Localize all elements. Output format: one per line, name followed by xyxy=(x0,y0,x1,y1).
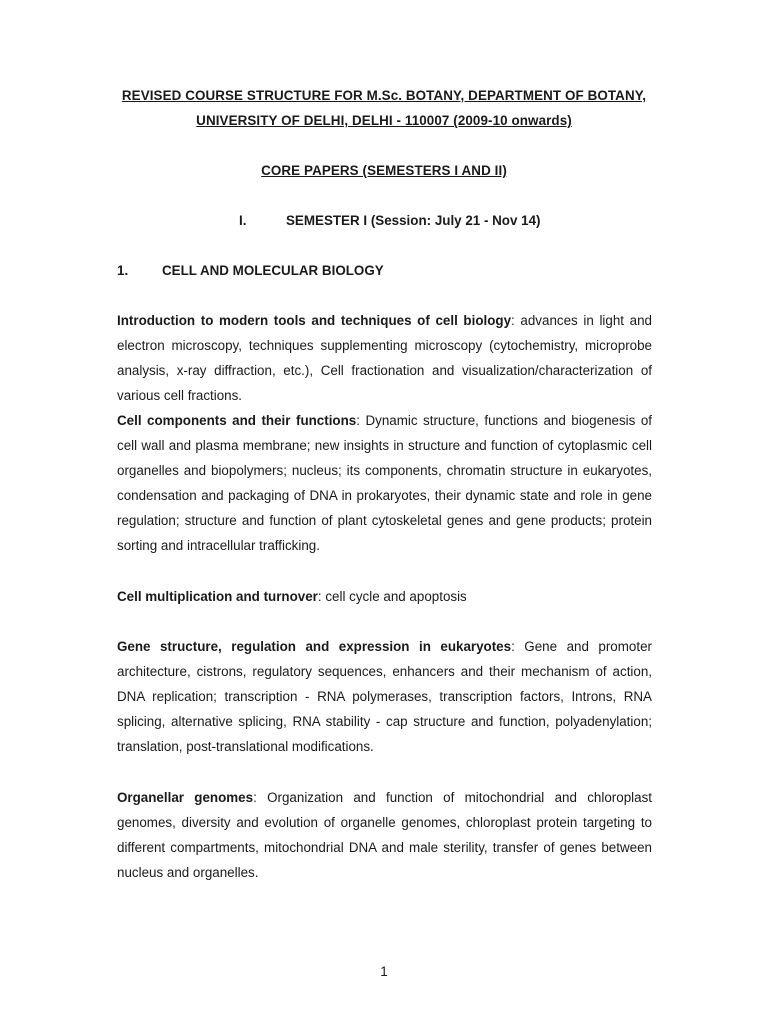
paragraph-term: Introduction to modern tools and techniques of cell biology xyxy=(117,313,512,328)
section-number: 1. xyxy=(117,263,129,278)
core-papers-heading: CORE PAPERS (SEMESTERS I AND II) xyxy=(261,163,507,178)
paragraph-tools-techniques xyxy=(117,308,652,408)
document-title-line-2: UNIVERSITY OF DELHI, DELHI - 110007 (2009-10 onwards) xyxy=(196,113,572,128)
semester-number: I. xyxy=(239,213,247,228)
section-title: CELL AND MOLECULAR BIOLOGY xyxy=(162,263,384,278)
paragraph-text: : Organization and function of mitochondrial and chloroplast genomes, diversity and evolution of organelle genomes, chloroplast protein targeting to different compartments, mitochondrial DNA and male sterility, transfer of genes between nucleus and organelles. xyxy=(117,790,652,880)
paragraph-cell-multiplication xyxy=(117,584,652,609)
paragraph-cell-components xyxy=(117,408,652,558)
paragraph-text: : Dynamic structure, functions and biogenesis of cell wall and plasma membrane; new insights in structure and function of cytoplasmic cell organelles and biopolymers; nucleus; its components, chromatin structure in eukaryotes, condensation and packaging of DNA in prokaryotes, their dynamic state and role in gene regulation; structure and function of plant cytoskeletal genes and gene products; protein sorting and intracellular trafficking. xyxy=(117,413,652,553)
paragraph-organellar-genomes xyxy=(117,785,652,885)
paragraph-text: : Gene and promoter architecture, cistrons, regulatory sequences, enhancers and their mechanism of action, DNA replication; transcription - RNA polymerases, transcription factors, Introns, RNA splicing, alternative splicing, RNA stability - cap structure and function, polyadenylation; translation, post-translational modifications. xyxy=(117,639,652,754)
paragraph-term: Organellar genomes xyxy=(117,790,254,805)
paragraph-text: : cell cycle and apoptosis xyxy=(317,589,467,604)
paragraph-term: Gene structure, regulation and expression in eukaryotes xyxy=(117,639,512,654)
paragraph-term: Cell components and their functions xyxy=(117,413,357,428)
paragraph-text: : advances in light and electron microscopy, techniques supplementing microscopy (cytochemistry, microprobe analysis, x-ray diffraction, etc.), Cell fractionation and visualization/characterization of various cell fractions. xyxy=(117,313,652,403)
semester-label: SEMESTER I (Session: July 21 - Nov 14) xyxy=(286,213,541,228)
paragraph-gene-structure xyxy=(117,634,652,759)
document-title-line-1: REVISED COURSE STRUCTURE FOR M.Sc. BOTANY, DEPARTMENT OF BOTANY, xyxy=(121,88,647,103)
page-number: 1 xyxy=(380,964,388,979)
paragraph-term: Cell multiplication and turnover xyxy=(117,589,318,604)
